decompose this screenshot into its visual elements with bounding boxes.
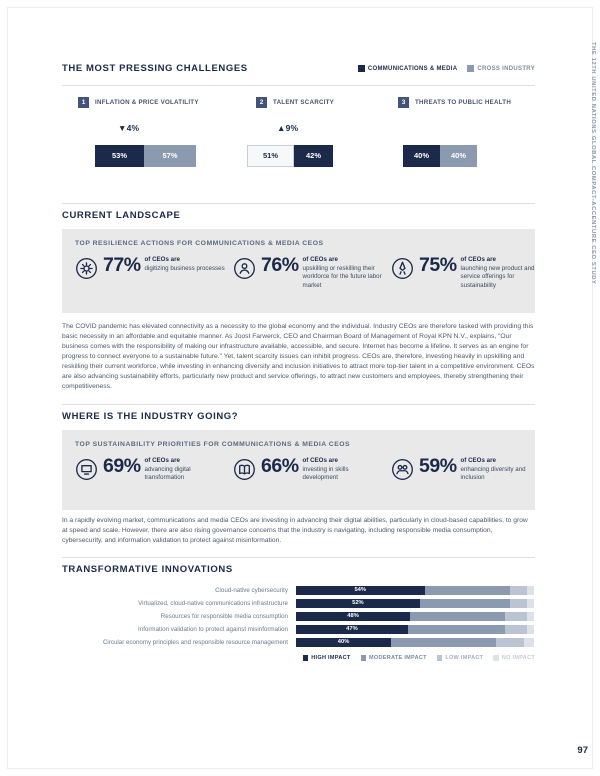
bar-segment-no-impact [527,612,534,621]
impact-legend-swatch-icon [493,655,499,661]
challenge-3-number-badge: 3 [398,97,409,108]
legend-swatch-communications-media-icon [358,65,365,72]
stat-description [461,256,535,291]
bar-segment-no-impact [527,625,534,634]
stat-digital-transformation [75,457,233,483]
resilience-stats [75,254,535,291]
stat-desc: launching new product and service offerings for sustainability [460,264,535,290]
innovation-label: Cloud-native cybersecurity [215,587,288,594]
person-up-icon [233,257,256,280]
impact-legend-swatch-icon [361,655,367,661]
section-title-industry-going: WHERE IS THE INDUSTRY GOING? [62,411,239,422]
report-side-label: THE 12TH UNITED NATIONS GLOBAL COMPACT-ACCENTURE CEO STUDY [590,42,596,285]
impact-legend-swatch-icon [303,655,309,661]
stat-desc: upskilling or reskilling their workforce for the future labor market [302,264,382,290]
gear-icon [75,257,98,280]
stat-description [303,256,385,291]
legend-swatch-cross-industry-icon [467,65,474,72]
impact-legend-item [437,655,484,661]
stat-diversity-inclusion [391,457,535,483]
challenge-bar: 57% [144,145,196,167]
bar-segment-low-impact [496,638,525,647]
section-title-current-landscape: CURRENT LANDSCAPE [62,210,181,221]
impact-legend-swatch-icon [437,655,443,661]
challenge-2-delta: ▲9% [277,123,299,133]
resilience-panel [62,229,535,313]
bar-segment-moderate-impact [425,586,511,595]
stat-description [461,457,535,483]
legend-item-communications-media [358,65,457,72]
stat-launching [391,256,535,291]
challenge-3-bars [403,145,477,167]
divider [62,85,535,86]
impact-legend-label: NO IMPACT [501,655,535,661]
innovation-row [62,612,535,621]
stat-description [303,457,385,483]
bar-segment-moderate-impact [391,638,496,647]
impact-legend-label: HIGH IMPACT [311,655,351,661]
innovation-label: Circular economy principles and responsible resource management [102,639,288,646]
stat-lead: of CEOs are [460,457,496,464]
stat-desc: advancing digital transformation [144,465,191,482]
bar-segment-moderate-impact [420,599,510,608]
challenges-legend [358,65,535,72]
impact-legend-label: LOW IMPACT [445,655,484,661]
bar-segment-low-impact [505,612,526,621]
challenge-bar: 40% [403,145,440,167]
stat-value: 66% [261,455,299,477]
divider [62,557,535,558]
challenge-2-bars [247,145,333,167]
challenge-1-number-badge: 1 [78,97,89,108]
impact-legend-item [493,655,535,661]
stat-desc: investing in skills development [302,465,349,482]
stat-description [145,256,227,273]
challenge-2-label: TALENT SCARCITY [273,99,335,106]
bar-segment-no-impact [527,586,534,595]
challenge-3-header [398,97,511,108]
bar-segment-low-impact [510,599,527,608]
legend-item-cross-industry [467,65,535,72]
bar-segment-no-impact [524,638,534,647]
impact-legend-item [361,655,427,661]
divider [62,203,535,204]
page-number: 97 [577,745,588,756]
innovation-stacked-bar [296,599,534,608]
challenge-2-header [256,97,334,108]
sustainability-panel-title: TOP SUSTAINABILITY PRIORITIES FOR COMMUNICATIONS & MEDIA CEOS [75,441,351,448]
stat-description [145,457,227,483]
challenge-1-delta: ▼4% [118,123,140,133]
challenge-1-header [78,97,199,108]
stat-digitizing [75,256,233,291]
book-icon [233,458,256,481]
challenge-3-label: THREATS TO PUBLIC HEALTH [415,99,512,106]
stat-skills-development [233,457,391,483]
impact-legend [62,655,535,661]
stat-value: 69% [103,455,141,477]
bar-segment-high-impact: 48% [296,612,410,621]
challenge-2-number-badge: 2 [256,97,267,108]
legend-label-cross-industry: CROSS INDUSTRY [477,65,535,72]
bar-segment-low-impact [505,625,526,634]
challenge-bar: 42% [294,145,333,167]
innovation-row [62,586,535,595]
innovation-stacked-bar [296,625,534,634]
stat-desc: digitizing business processes [144,264,225,272]
challenge-1-bars [95,145,196,167]
innovation-stacked-bar [296,638,534,647]
bar-segment-moderate-impact [410,612,505,621]
stat-upskilling [233,256,391,291]
current-landscape-paragraph: The COVID pandemic has elevated connectivity as a necessity to the global economy and the individual. Industry CEOs are therefore tasked with providing this basic necessity in an affordable and equitable manner. As Joost Farwerck, CEO and Chairman Board of Management of Royal KPN N.V., explains, "Our business comes with the responsibility of making our infrastructure available, accessible, and secure. Internet has become a lifeline. It serves as an engine for progress to connect everyone to a sustainable future." Yet, talent scarcity issues can inhibit progress. CEOs are, therefore, investing heavily in upskilling and reskilling their current workforce, while investing in enhancing diversity and inclusion initiatives to attract more top-tier talent in a competitive environment. CEOs are also advancing sustainability efforts, particularly new product and service offerings, to attract new customers and employees, thereby strengthening their competitiveness. [62,323,535,391]
challenges-row [0,97,600,177]
stat-desc: enhancing diversity and inclusion [460,465,526,482]
stat-lead: of CEOs are [460,256,496,263]
innovation-row [62,625,535,634]
legend-label-communications-media: COMMUNICATIONS & MEDIA [367,65,458,72]
stat-lead: of CEOs are [302,457,338,464]
stat-value: 77% [103,254,141,276]
section-title-pressing-challenges: THE MOST PRESSING CHALLENGES [62,63,248,74]
innovation-label: Information validation to protect against misinformation [138,626,288,633]
innovations-chart [62,586,535,651]
bar-segment-low-impact [510,586,527,595]
challenge-bar: 53% [95,145,144,167]
innovation-stacked-bar [296,586,534,595]
sustainability-panel [62,430,535,510]
divider [62,404,535,405]
challenges-header [62,63,535,74]
stat-lead: of CEOs are [302,256,338,263]
industry-going-paragraph: In a rapidly evolving market, communications and media CEOs are investing in advancing their digital abilities, particularly in cloud-based capabilities, to grow at speed and scale. However, there are also rising governance concerns that the industry is navigating, including responsible media consumption, cybersecurity, and information validation to protect against misinformation. [62,517,528,545]
innovation-label: Virtualized, cloud-native communications infrastructure [138,600,288,607]
bar-segment-high-impact: 54% [296,586,425,595]
stat-lead: of CEOs are [144,256,180,263]
impact-legend-item [303,655,351,661]
challenge-1-label: INFLATION & PRICE VOLATILITY [95,99,199,106]
monitor-icon [75,458,98,481]
resilience-panel-title: TOP RESILIENCE ACTIONS FOR COMMUNICATIONS & MEDIA CEOS [75,240,324,247]
rocket-icon [391,257,414,280]
innovation-row [62,599,535,608]
innovation-label: Resources for responsible media consumption [160,613,288,620]
bar-segment-high-impact: 40% [296,638,391,647]
bar-segment-high-impact: 52% [296,599,420,608]
stat-value: 76% [261,254,299,276]
stat-lead: of CEOs are [144,457,180,464]
impact-legend-label: MODERATE IMPACT [369,655,427,661]
innovation-stacked-bar [296,612,534,621]
innovation-row [62,638,535,647]
challenge-bar: 40% [440,145,477,167]
bar-segment-no-impact [527,599,534,608]
section-title-transformative-innovations: TRANSFORMATIVE INNOVATIONS [62,564,233,575]
challenge-bar: 51% [247,145,294,167]
people-icon [391,458,414,481]
stat-value: 75% [419,254,457,276]
bar-segment-high-impact: 47% [296,625,408,634]
bar-segment-moderate-impact [408,625,506,634]
stat-value: 59% [419,455,457,477]
sustainability-stats [75,455,526,483]
